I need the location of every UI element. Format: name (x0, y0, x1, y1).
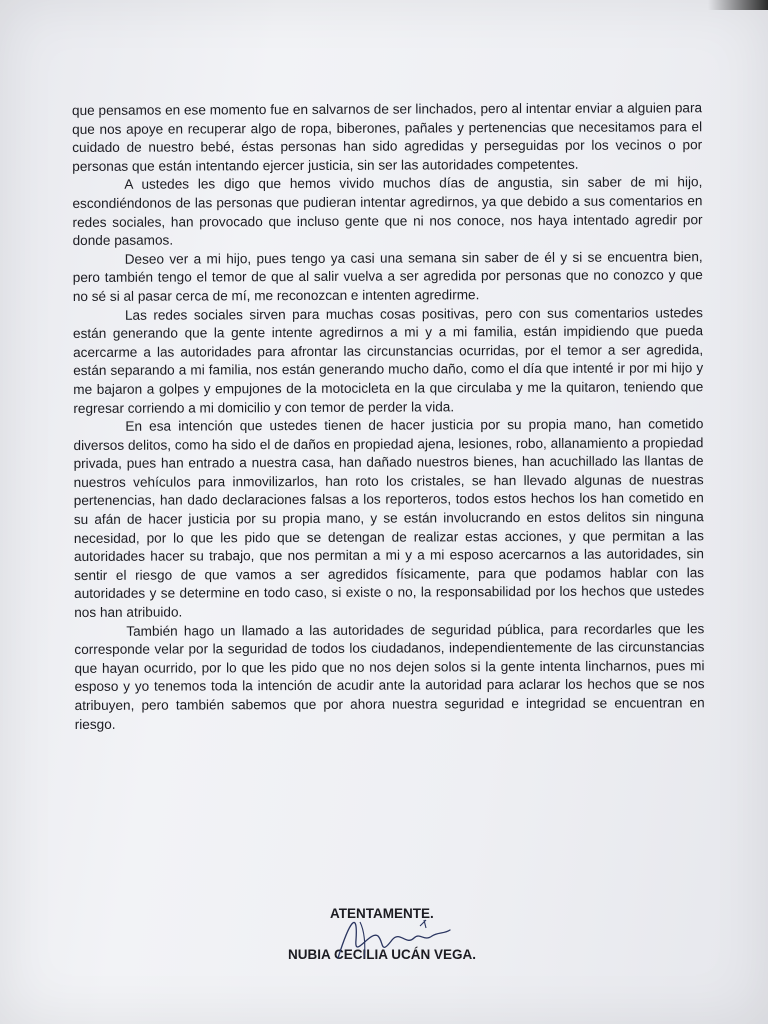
handwritten-signature (320, 900, 460, 970)
paragraph-5: En esa intención que ustedes tienen de hacer justicia por su propia mano, han cometido diversos delitos, como ha sido el de daños en propiedad ajena, lesiones, robo, allanamiento a propiedad privada, pues han entrado a nuestra casa, han dañado nuestros bienes, han acuchillado las llantas de nuestros vehículos para inmovilizarlos, han roto los cristales, se han llevado algunas de nuestras pertenencias, han dado declaraciones falsas a los reporteros, todos estos hechos los han cometido en su afán de hacer justicia por su propia mano, y se están involucrando en estos delitos sin ninguna necesidad, por lo que les pido que se detengan de realizar estas acciones, y que permitan a las autoridades hacer su trabajo, que nos permitan a mi y a mi esposo acercarnos a las autoridades, sin sentir el riesgo de que vamos a ser agredidos físicamente, para que podamos hablar con las autoridades y se determine en todo caso, si existe o no, la responsabilidad por los hechos que ustedes nos han atribuido. (73, 416, 705, 621)
paragraph-4: Las redes sociales sirven para muchas cosas positivas, pero con sus comentarios ustedes están generando que la gente intente agredirnos a mi y a mi familia, están impidiendo que pueda acercarme a las autoridades para afrontar las circunstancias ocurridas, por el temor a ser agredida, están separando a mi familia, nos están generando mucho daño, como el día que intenté ir por mi hijo y me bajaron a golpes y empujones de la motocicleta en la que circulaba y me la quitaron, teniendo que regresar corriendo a mi domicilio y con temor de perder la vida. (72, 304, 704, 416)
background-edge (708, 0, 768, 10)
letter-body (72, 99, 705, 734)
signer-name: NUBIA CECILIA UCÁN VEGA. (288, 947, 477, 962)
paragraph-6: También hago un llamado a las autoridades de seguridad pública, para recordarles que les corresponde velar por la seguridad de todos los ciudadanos, independientemente de las circunstancias que hayan ocurrido, por lo que les pido que no nos dejen solos si la gente intenta lincharnos, pues mi esposo y yo tenemos toda la intención de acudir ante la autoridad para aclarar los hechos que se nos atribuyen, pero también sabemos que por ahora nuestra seguridad e integridad se encuentran en riesgo. (74, 620, 705, 732)
paragraph-2: A ustedes les digo que hemos vivido muchos días de angustia, sin saber de mi hijo, escondiéndonos de las personas que pudieran intentar agredirnos, ya que debido a sus comentarios en redes sociales, han provocado que incluso gente que ni nos conoce, nos haya intentado agredir por donde pasamos. (72, 174, 703, 249)
paragraph-1: que pensamos en ese momento fue en salvarnos de ser linchados, pero al intentar enviar a alguien para que nos apoye en recuperar algo de ropa, biberones, pañales y pertenencias que necesitamos para el cuidado de nuestro bebé, éstas personas han sido agredidas y perseguidas por los vecinos o por personas que están intentando ejercer justicia, sin ser las autoridades competentes. (72, 100, 703, 174)
paragraph-3: Deseo ver a mi hijo, pues tengo ya casi una semana sin saber de él y si se encuentra bien, pero también tengo el temor de que al salir vuelva a ser agredida por personas que no conozco y que no sé si al pasar cerca de mí, me reconozcan e intenten agredirme. (72, 248, 703, 304)
closing-salutation: ATENTAMENTE. (330, 906, 434, 921)
